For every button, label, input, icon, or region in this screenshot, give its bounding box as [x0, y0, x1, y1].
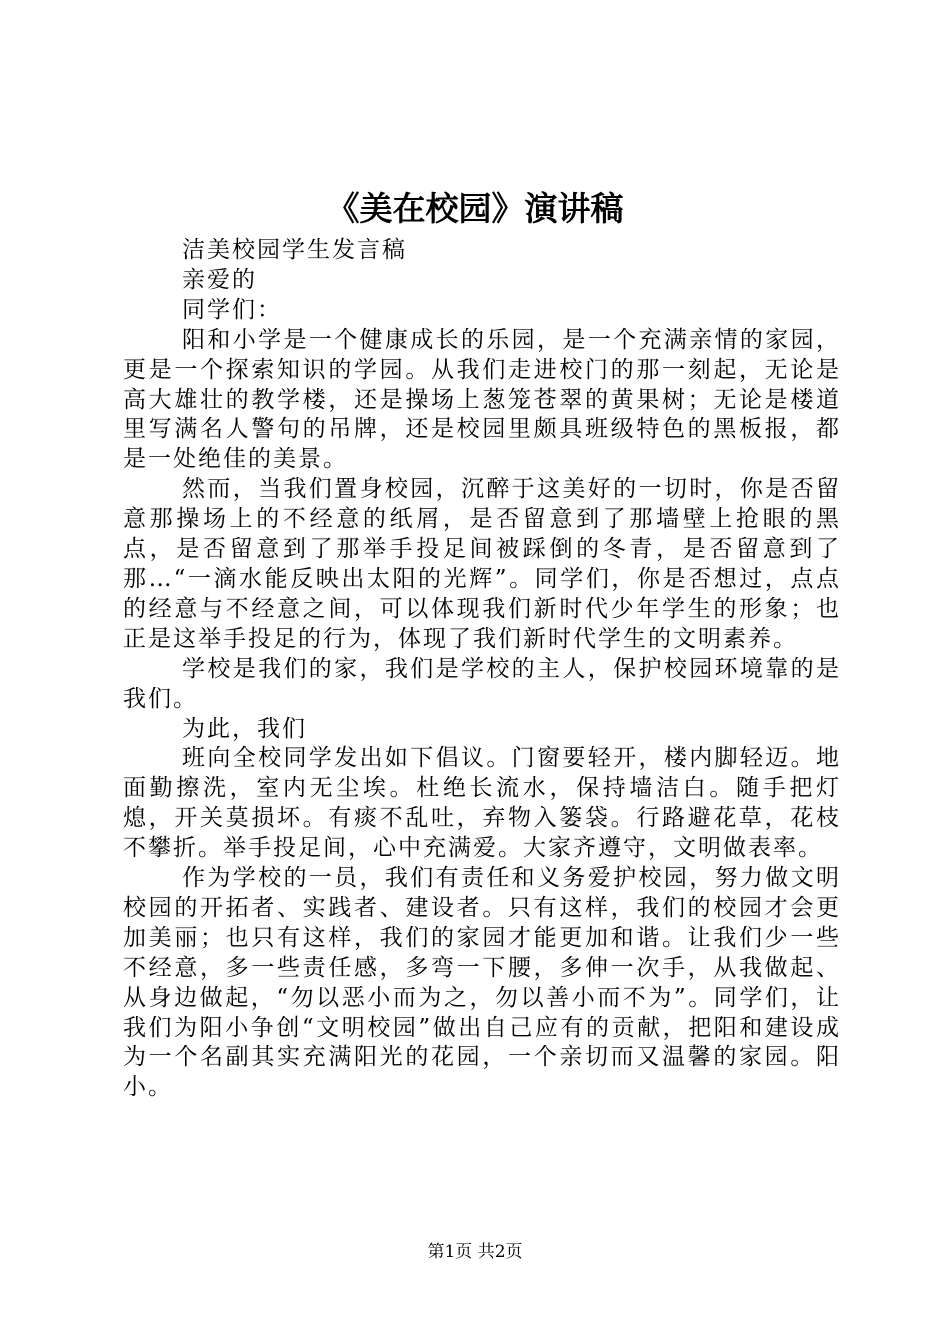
paragraph-therefore: 为此，我们: [182, 715, 307, 742]
paragraph-home: 学校是我们的家，我们是学校的主人，保护校园环境靠的是我们。: [123, 655, 841, 712]
paragraph-conclusion: 作为学校的一员，我们有责任和义务爱护校园，努力做文明校园的开拓者、实践者、建设者。只有这样，我们的校园才会更加美丽；也只有这样，我们的家园才能更加和谐。让我们少一些不经意，多一些责任感，多弯一下腰，多伸一次手，从我做起、从身边做起，“勿以恶小而为之，勿以善小而不为”。同学们，让我们为阳小争创“文明校园”做出自己应有的贡献，把阳和建设成为一个名副其实充满阳光的花园，一个亲切而又温馨的家园。阳小。: [123, 865, 841, 1101]
paragraph-reflection: 然而，当我们置身校园，沉醉于这美好的一切时，你是否留意那操场上的不经意的纸屑，是否留意到了那墙壁上抢眼的黑点，是否留意到了那举手投足间被踩倒的冬青，是否留意到了那…“一滴水能反映出太阳的光辉”。同学们，你是否想过，点点的经意与不经意之间，可以体现我们新时代少年学生的形象；也正是这举手投足的行为，体现了我们新时代学生的文明素养。: [123, 476, 841, 652]
paragraph-subtitle: 洁美校园学生发言稿: [182, 237, 407, 263]
document-body: [123, 236, 841, 1103]
paragraph-intro: 阳和小学是一个健康成长的乐园，是一个充满亲情的家园，更是一个探索知识的学园。从我们走进校门的那一刻起，无论是高大雄壮的教学楼，还是操场上葱笼苍翠的黄果树；无论是楼道里写满名人警句的吊牌，还是校园里颇具班级特色的黑板报，都是一处绝佳的美景。: [123, 326, 841, 473]
page-footer: 第1页 共2页: [427, 1242, 523, 1262]
paragraph-salutation-2: 同学们：: [182, 296, 282, 323]
document-title: 《美在校园》演讲稿: [326, 189, 624, 228]
paragraph-salutation-1: 亲爱的: [182, 266, 257, 293]
paragraph-proposal: 班向全校同学发出如下倡议。门窗要轻开，楼内脚轻迈。地面勤擦洗，室内无尘埃。杜绝长流水，保持墙洁白。随手把灯熄，开关莫损坏。有痰不乱吐，弃物入篓袋。行路避花草，花枝不攀折。举手投足间，心中充满爱。大家齐遵守，文明做表率。: [123, 745, 841, 862]
